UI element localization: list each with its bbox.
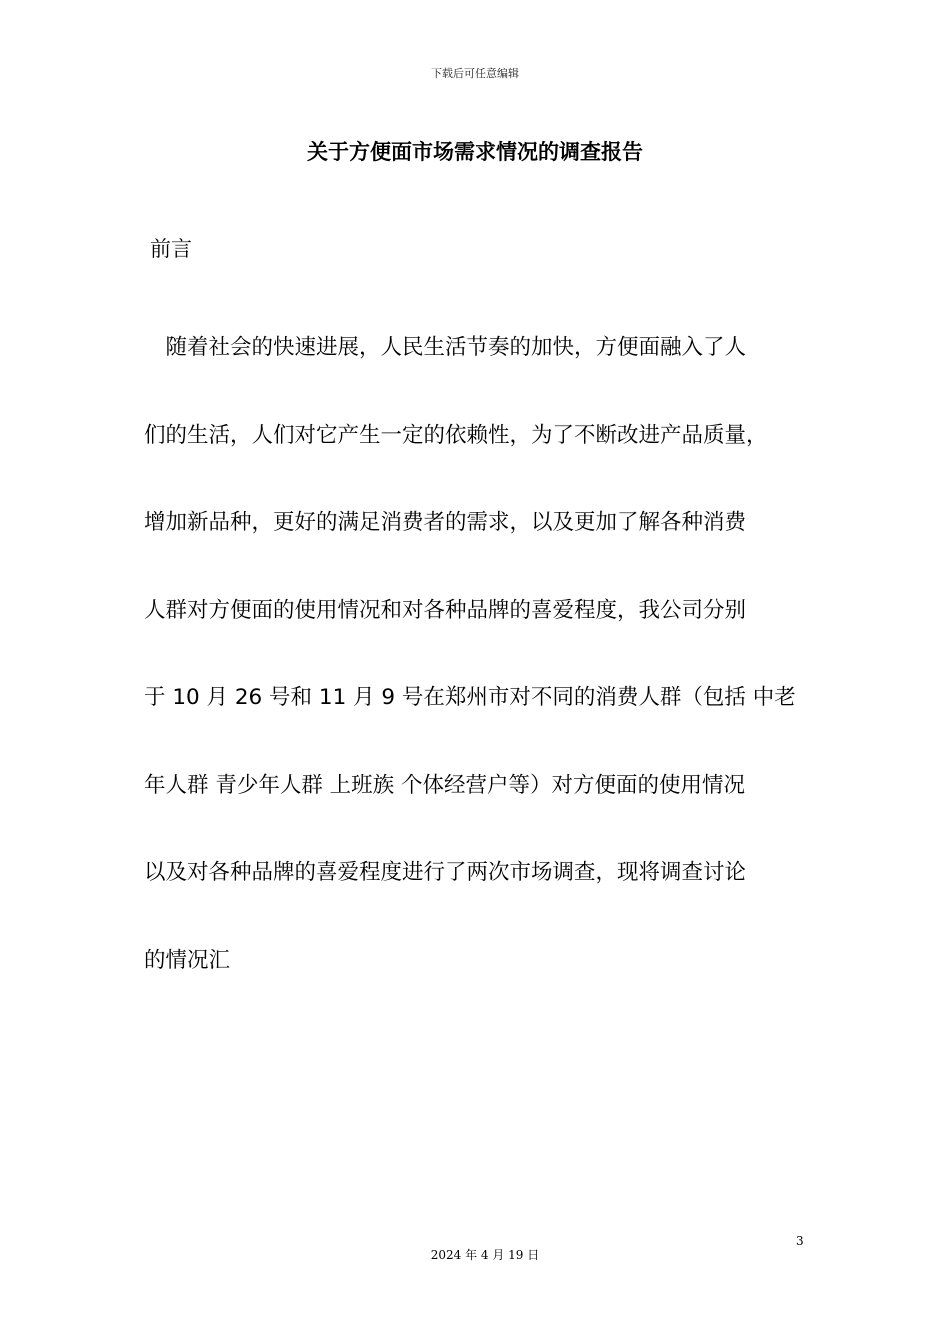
document-title: 关于方便面市场需求情况的调查报告 xyxy=(307,140,643,164)
header-note: 下载后可任意编辑 xyxy=(431,67,519,80)
page-number: 3 xyxy=(796,1234,804,1248)
body-line: 年人群 青少年人群 上班族 个体经营户等）对方便面的使用情况 xyxy=(144,772,746,798)
body-line: 随着社会的快速进展，人民生活节奏的加快，方便面融入了人 xyxy=(144,335,747,360)
footer-date: 2024 年 4 月 19 日 xyxy=(430,1248,540,1262)
body-paragraph xyxy=(144,326,824,1026)
body-line: 于 10 月 26 号和 11 月 9 号在郑州市对不同的消费人群（包括 中老 xyxy=(144,685,796,710)
body-line: 的情况汇 xyxy=(144,947,231,973)
section-heading: 前言 xyxy=(150,237,192,261)
body-line: 以及对各种品牌的喜爱程度进行了两次市场调查，现将调查讨论 xyxy=(144,860,747,885)
body-line: 们的生活，人们对它产生一定的依赖性，为了不断改进产品质量， xyxy=(144,422,768,448)
body-line: 增加新品种，更好的满足消费者的需求，以及更加了解各种消费 xyxy=(144,510,747,535)
body-line: 人群对方便面的使用情况和对各种品牌的喜爱程度，我公司分别 xyxy=(144,597,747,623)
